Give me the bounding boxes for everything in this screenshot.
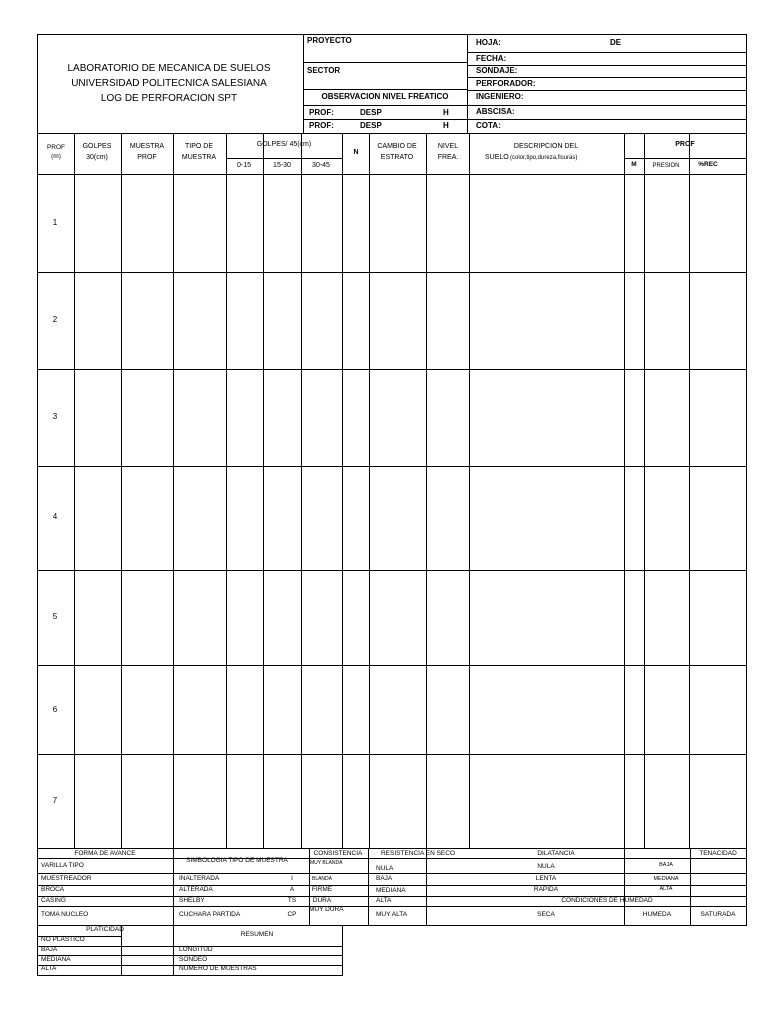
hoja-label: HOJA: xyxy=(476,38,501,47)
row-number: 1 xyxy=(52,218,58,227)
grid-line-horizontal xyxy=(303,105,468,106)
plasticidad-item: BAJA xyxy=(41,946,58,953)
row-number: 4 xyxy=(52,512,58,521)
resistencia-item: MUY ALTA xyxy=(376,911,408,918)
condiciones-header: CONDICIONES DE HUMEDAD xyxy=(561,897,653,904)
row-number: 3 xyxy=(52,412,58,421)
forma-avance-item: VARILLA TIPO xyxy=(41,862,84,869)
resistencia-item: NULA xyxy=(376,865,394,872)
grid-line-vertical xyxy=(746,34,747,926)
grid-line-vertical xyxy=(37,34,38,976)
grid-line-vertical xyxy=(644,133,645,849)
col-suelo-label: SUELO xyxy=(485,154,509,161)
grid-line-horizontal xyxy=(37,34,747,35)
resistencia-item: BAJA xyxy=(376,875,393,882)
plasticidad-item: MEDIANA xyxy=(41,956,71,963)
grid-line-vertical xyxy=(173,133,174,849)
col-golpes-label: GOLPES xyxy=(82,143,112,150)
grid-line-horizontal xyxy=(467,52,747,53)
col-nivel-label: NIVEL xyxy=(437,143,459,150)
grid-line-horizontal xyxy=(467,119,747,120)
h-label-1: H xyxy=(443,108,449,117)
simbologia-code: A xyxy=(289,886,295,893)
forma-avance-header: FORMA DE AVANCE xyxy=(74,850,136,857)
col-cambio-label: CAMBIO DE xyxy=(377,143,417,150)
row-number: 2 xyxy=(52,315,58,324)
grid-line-horizontal xyxy=(37,754,747,755)
col-muestra-prof: PROF xyxy=(137,154,157,161)
grid-line-horizontal xyxy=(37,975,343,976)
col-frea-label: FREA. xyxy=(437,154,459,161)
grid-line-horizontal xyxy=(303,119,468,120)
proyecto-label: PROYECTO xyxy=(307,36,352,45)
grid-line-vertical xyxy=(624,848,625,926)
col-tipo-muestra: MUESTRA xyxy=(181,154,217,161)
grid-line-horizontal xyxy=(37,466,747,467)
simbologia-item: ALTERADA xyxy=(179,886,213,893)
grid-line-vertical xyxy=(689,133,690,849)
grid-line-vertical xyxy=(74,133,75,849)
col-presion-label: PRESION xyxy=(652,163,680,169)
plasticidad-header: PLATICIDAD xyxy=(86,926,124,933)
col-prof-label: PROF xyxy=(46,144,66,151)
grid-line-horizontal xyxy=(37,848,747,849)
row-number: 7 xyxy=(52,796,58,805)
lab-title: LABORATORIO DE MECANICA DE SUELOS xyxy=(67,63,271,74)
resumen-item: LONGITUD xyxy=(179,946,213,953)
dilatancia-header: DILATANCIA xyxy=(537,850,575,857)
grid-line-horizontal xyxy=(467,105,747,106)
condiciones-item: SECA xyxy=(537,911,555,918)
sector-label: SECTOR xyxy=(307,66,341,75)
de-label: DE xyxy=(610,38,622,47)
resumen-header: RESUMEN xyxy=(240,931,274,938)
grid-line-vertical xyxy=(301,133,302,849)
plasticidad-item: NO PLASTICO xyxy=(41,936,85,943)
grid-line-horizontal xyxy=(37,885,747,886)
condiciones-item: HUMEDA xyxy=(642,911,672,918)
forma-avance-item: TOMA NUCLEO xyxy=(41,911,89,918)
prof-label-2: PROF: xyxy=(309,121,334,130)
col-m-label: M xyxy=(631,161,637,168)
consistencia-item: FIRME xyxy=(311,886,333,893)
grid-line-horizontal xyxy=(303,89,468,90)
col-n-label: N xyxy=(353,149,359,156)
simbologia-header: SIMBOLOGIA TIPO DE MUESTRA xyxy=(186,857,288,864)
col-estrato-label: ESTRATO xyxy=(380,154,414,161)
tenacidad-item: BAJA xyxy=(659,862,673,868)
simbologia-item: SHELBY xyxy=(179,897,205,904)
simbologia-item: INALTERADA xyxy=(179,875,220,882)
row-number: 5 xyxy=(52,612,58,621)
col-suelo-detail: (color,tipo,dureza,fisuras) xyxy=(510,155,578,161)
log-title: LOG DE PERFORACION SPT xyxy=(100,93,238,104)
grid-line-vertical xyxy=(342,133,343,849)
dilatancia-item: LENTA xyxy=(535,875,557,882)
grid-line-vertical xyxy=(426,133,427,849)
dilatancia-item: RAPIDA xyxy=(533,886,559,893)
tenacidad-item: ALTA xyxy=(659,886,673,892)
col-tipo-label: TIPO DE xyxy=(184,143,213,150)
grid-line-horizontal xyxy=(467,77,747,78)
grid-line-horizontal xyxy=(37,133,747,134)
grid-line-vertical xyxy=(342,925,343,976)
col-golpes45-label: GOLPES/ 45(cm) xyxy=(256,141,312,148)
grid-line-horizontal xyxy=(226,158,343,159)
grid-line-horizontal xyxy=(37,858,747,859)
grid-line-horizontal xyxy=(467,90,747,91)
col-sub-15-30: 15-30 xyxy=(273,162,291,169)
h-label-2: H xyxy=(443,121,449,130)
resistencia-item: MEDIANA xyxy=(376,887,406,894)
grid-line-horizontal xyxy=(37,906,747,907)
resumen-item: NUMERO DE MUESTRAS xyxy=(179,965,257,972)
abscisa-label: ABSCISA: xyxy=(476,107,515,116)
perforador-label: PERFORADOR: xyxy=(476,79,536,88)
resistencia-header: RESISTENCIA EN SECO xyxy=(380,850,456,857)
col-rec-label: %REC xyxy=(698,161,718,168)
grid-line-vertical xyxy=(173,848,174,976)
grid-line-horizontal xyxy=(37,174,747,175)
grid-line-horizontal xyxy=(37,665,747,666)
grid-line-vertical xyxy=(263,133,264,849)
grid-line-vertical xyxy=(121,133,122,849)
grid-line-horizontal xyxy=(37,925,747,926)
grid-line-vertical xyxy=(469,133,470,849)
resumen-item: SONDEO xyxy=(179,956,208,963)
dilatancia-item: NULA xyxy=(537,863,555,870)
tenacidad-header: TENACIDAD xyxy=(699,850,737,857)
consistencia-item: MUY BLANDA xyxy=(310,860,343,866)
fecha-label: FECHA: xyxy=(476,54,507,63)
col-descripcion-label: DESCRIPCION DEL xyxy=(513,143,579,150)
col-prof-unit: (m) xyxy=(51,153,61,160)
grid-line-vertical xyxy=(369,133,370,849)
row-number: 6 xyxy=(52,705,58,714)
grid-line-horizontal xyxy=(37,873,747,874)
col-sub-30-45: 30-45 xyxy=(312,162,330,169)
grid-line-horizontal xyxy=(37,369,747,370)
simbologia-item: CUCHARA PARTIDA xyxy=(179,911,241,918)
col-golpes-unit: 30(cm) xyxy=(86,154,108,161)
forma-avance-item: CASING xyxy=(41,897,66,904)
grid-line-horizontal xyxy=(37,272,747,273)
condiciones-item: SATURADA xyxy=(700,911,736,918)
simbologia-code: I xyxy=(291,875,293,882)
grid-line-horizontal xyxy=(37,570,747,571)
consistencia-item: DURA xyxy=(312,897,332,904)
simbologia-code: TS xyxy=(287,897,297,904)
desp-label-1: DESP xyxy=(360,108,382,117)
prof-label-1: PROF: xyxy=(309,108,334,117)
grid-line-vertical xyxy=(368,848,369,926)
col-prof-right-label: PROF xyxy=(675,141,695,148)
grid-line-horizontal xyxy=(303,62,468,63)
sondaje-label: SONDAJE: xyxy=(476,66,518,75)
grid-line-vertical xyxy=(226,133,227,849)
grid-line-vertical xyxy=(426,848,427,926)
consistencia-item: BLANDA xyxy=(311,876,332,882)
cota-label: COTA: xyxy=(476,121,501,130)
resistencia-item: ALTA xyxy=(376,897,392,904)
consistencia-item: MUY DURA xyxy=(309,906,344,913)
grid-line-horizontal xyxy=(624,158,747,159)
consistencia-header: CONSISTENCIA xyxy=(313,850,363,857)
tenacidad-item: MEDIANA xyxy=(653,876,679,882)
plasticidad-item: ALTA xyxy=(41,965,57,972)
forma-avance-item: MUESTREADOR xyxy=(41,875,92,882)
grid-line-vertical xyxy=(624,133,625,849)
col-sub-0-15: 0-15 xyxy=(236,162,251,169)
ingeniero-label: INGENIERO: xyxy=(476,92,524,101)
simbologia-code: CP xyxy=(287,911,297,918)
desp-label-2: DESP xyxy=(360,121,382,130)
col-muestra-label: MUESTRA xyxy=(129,143,165,150)
forma-avance-item: BROCA xyxy=(41,886,65,893)
observacion-label: OBSERVACION NIVEL FREATICO xyxy=(321,92,449,101)
university-title: UNIVERSIDAD POLITECNICA SALESIANA xyxy=(71,78,267,89)
